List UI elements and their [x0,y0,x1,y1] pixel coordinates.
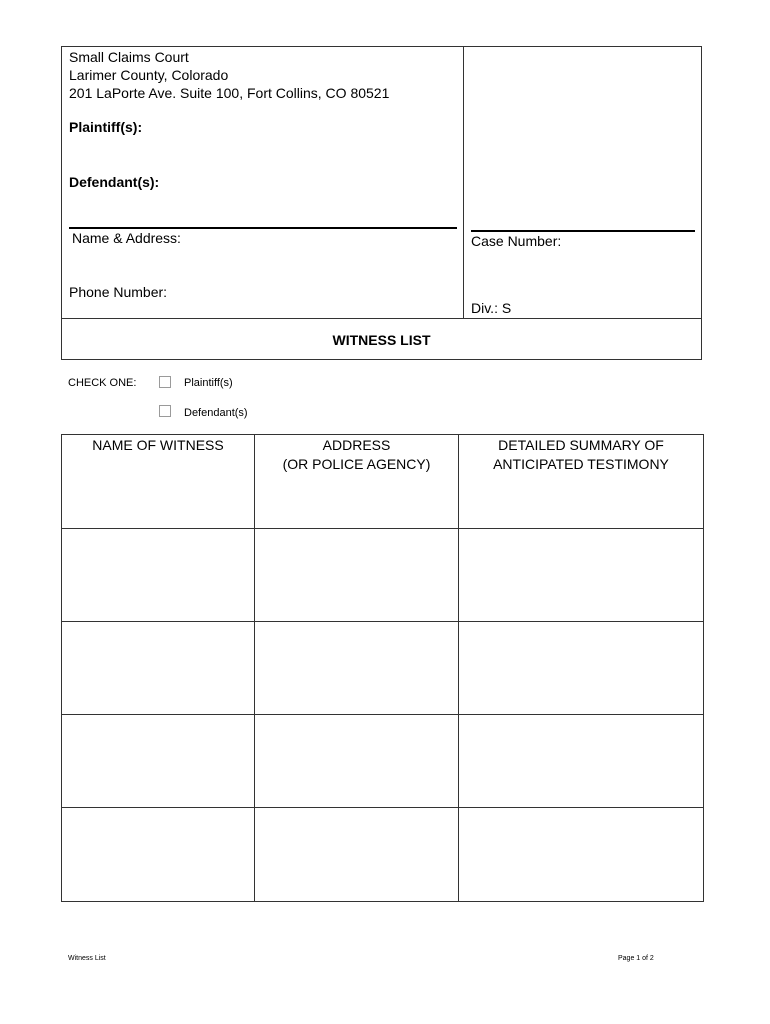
plaintiff-option-label: Plaintiff(s) [184,377,233,389]
footer-form-name: Witness List [68,955,106,962]
footer-page-number: Page 1 of 2 [618,955,654,962]
plaintiffs-label: Plaintiff(s): [69,119,143,135]
witness-name-cell[interactable] [62,622,255,715]
column-header-name-of-witness [62,435,255,529]
witness-name-cell[interactable] [62,529,255,622]
column-header-address [255,435,459,529]
witness-address-cell[interactable] [255,622,459,715]
form-title: WITNESS LIST [332,332,431,348]
phone-number-label: Phone Number: [69,284,168,300]
column-header-testimony-summary [459,435,704,529]
column-header-line: DETAILED SUMMARY OF [498,437,664,453]
column-header-line: NAME OF WITNESS [92,437,224,453]
witness-table [61,434,704,902]
table-header-row [62,435,704,529]
witness-testimony-cell[interactable] [459,715,704,808]
witness-testimony-cell[interactable] [459,529,704,622]
witness-address-cell[interactable] [255,715,459,808]
caption-vertical-divider [463,46,464,318]
court-address: 201 LaPorte Ave. Suite 100, Fort Collins, CO 80521 [69,85,390,101]
witness-name-cell[interactable] [62,715,255,808]
name-address-label: Name & Address: [72,230,181,246]
table-row [62,622,704,715]
column-header-line: ANTICIPATED TESTIMONY [493,456,669,472]
table-row [62,715,704,808]
defendant-checkbox[interactable] [159,405,171,417]
table-row [62,529,704,622]
witness-testimony-cell[interactable] [459,622,704,715]
caption-horizontal-divider [61,318,702,319]
column-header-line: ADDRESS [322,437,391,453]
witness-name-cell[interactable] [62,808,255,902]
division-label: Div.: S [471,300,512,316]
court-county: Larimer County, Colorado [69,67,229,83]
table-row [62,808,704,902]
witness-address-cell[interactable] [255,529,459,622]
witness-testimony-cell[interactable] [459,808,704,902]
check-one-label: CHECK ONE: [68,377,137,389]
defendants-label: Defendant(s): [69,174,160,190]
column-header-line: (OR POLICE AGENCY) [282,456,431,472]
defendant-option-label: Defendant(s) [184,407,248,419]
witness-address-cell[interactable] [255,808,459,902]
case-number-label: Case Number: [471,233,562,249]
court-name: Small Claims Court [69,49,189,65]
plaintiff-checkbox[interactable] [159,376,171,388]
